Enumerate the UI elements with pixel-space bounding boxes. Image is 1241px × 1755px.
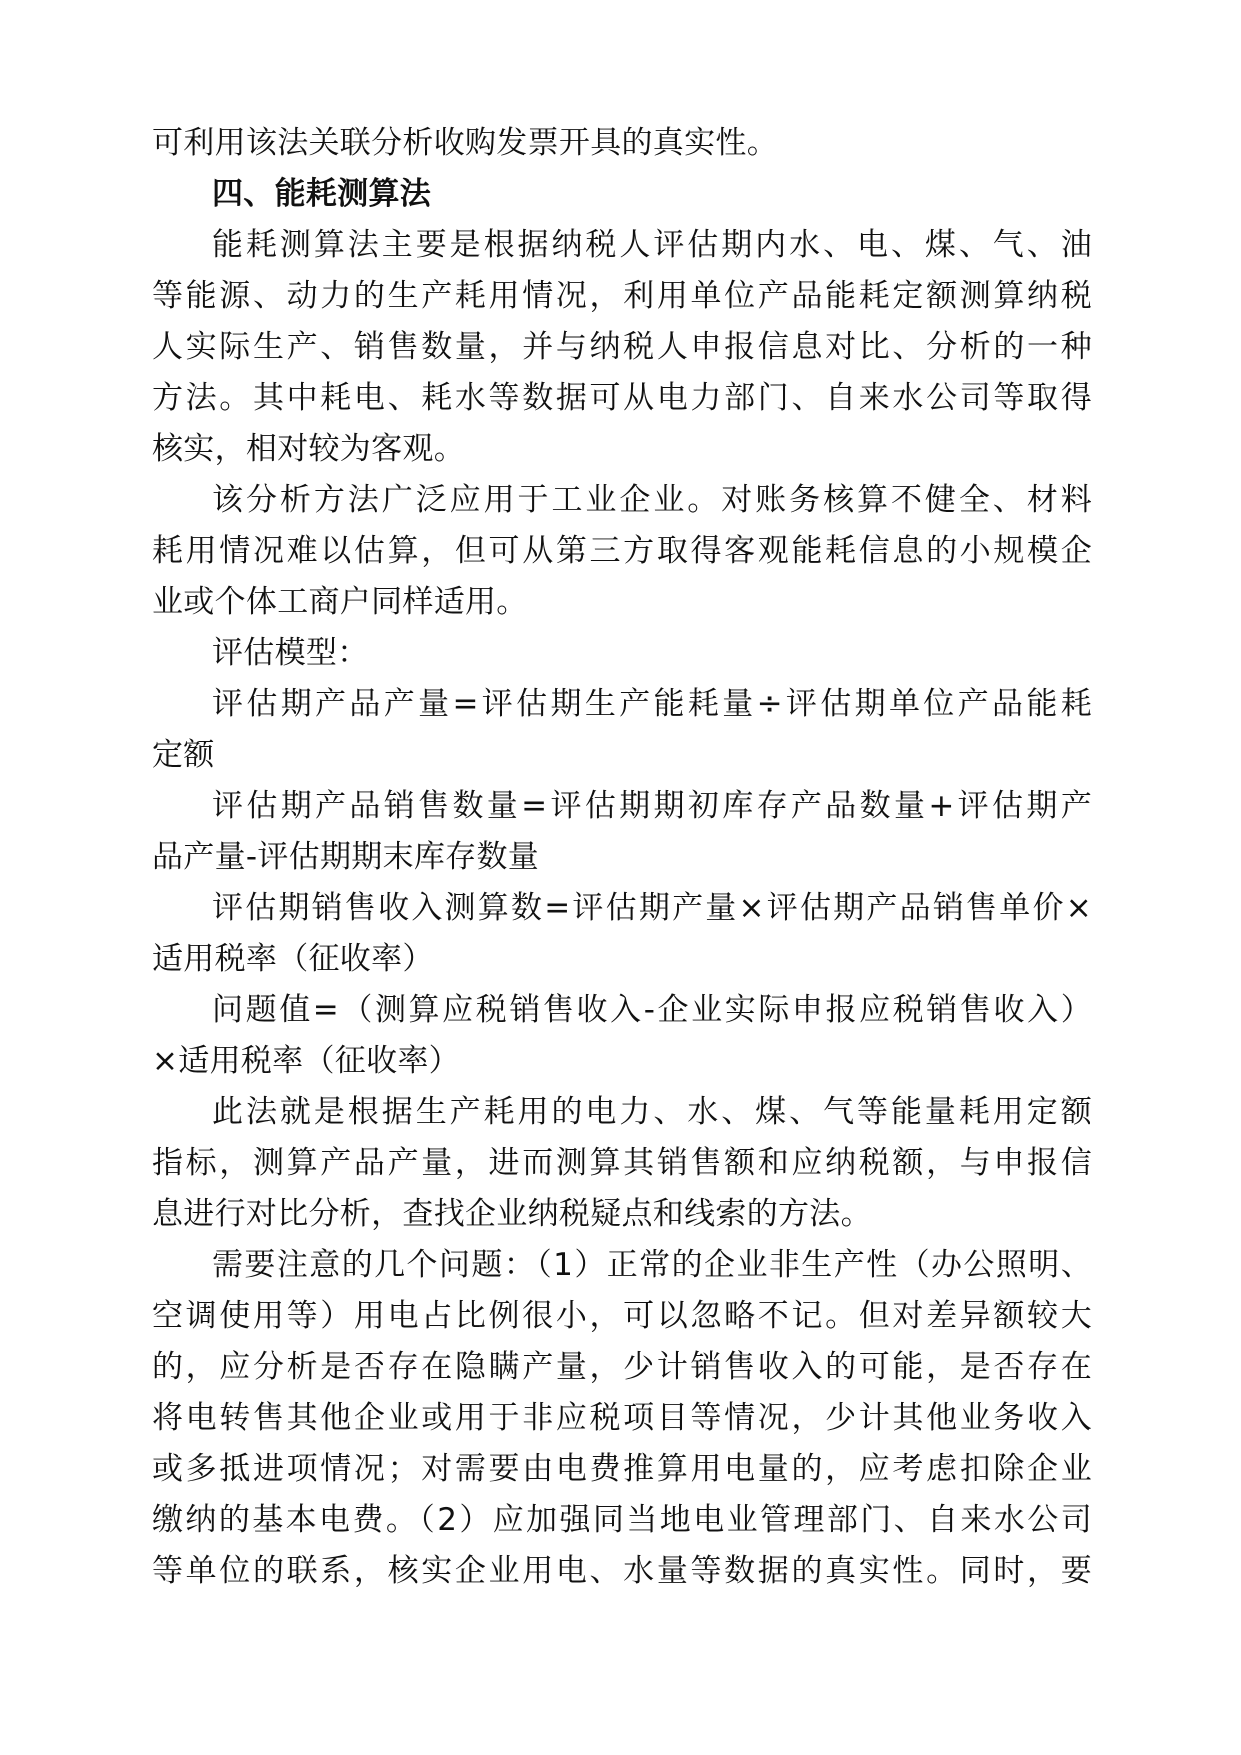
formula-line: 适用税率（征收率）: [152, 941, 434, 977]
text-line: 人实际生产、销售数量，并与纳税人申报信息对比、分析的一种: [152, 329, 1092, 365]
formula-line: 评估期产品销售数量=评估期期初库存产品数量+评估期产: [212, 788, 1092, 824]
text-line: 业或个体工商户同样适用。: [152, 584, 528, 620]
text-line: 此法就是根据生产耗用的电力、水、煤、气等能量耗用定额: [212, 1094, 1092, 1130]
text-line: 方法。其中耗电、耗水等数据可从电力部门、自来水公司等取得: [152, 380, 1092, 416]
text-line: 等能源、动力的生产耗用情况，利用单位产品能耗定额测算纳税: [152, 278, 1092, 314]
formula-line: 定额: [152, 737, 215, 773]
text-line: 指标，测算产品产量，进而测算其销售额和应纳税额，与申报信: [152, 1145, 1092, 1181]
document-page: [152, 118, 1092, 1597]
text-line: 息进行对比分析，查找企业纳税疑点和线索的方法。: [152, 1196, 872, 1232]
text-line: 可利用该法关联分析收购发票开具的真实性。: [152, 125, 778, 161]
formula-line: 品产量-评估期期末库存数量: [152, 839, 540, 875]
text-line: 需要注意的几个问题：（1）正常的企业非生产性（办公照明、: [212, 1247, 1092, 1283]
text-line: 该分析方法广泛应用于工业企业。对账务核算不健全、材料: [212, 482, 1092, 518]
text-line: 评估模型：: [212, 635, 369, 671]
text-line: 将电转售其他企业或用于非应税项目等情况，少计其他业务收入: [152, 1400, 1092, 1436]
text-line: 能耗测算法主要是根据纳税人评估期内水、电、煤、气、油: [212, 227, 1092, 263]
formula-line: 评估期产品产量=评估期生产能耗量÷评估期单位产品能耗: [212, 686, 1092, 722]
text-line: 等单位的联系，核实企业用电、水量等数据的真实性。同时，要: [152, 1553, 1092, 1589]
text-line: 核实，相对较为客观。: [152, 431, 465, 467]
text-line: 空调使用等）用电占比例很小，可以忽略不记。但对差异额较大: [152, 1298, 1092, 1334]
text-line: 缴纳的基本电费。（2）应加强同当地电业管理部门、自来水公司: [152, 1502, 1092, 1538]
section-heading: 四、能耗测算法: [212, 176, 432, 212]
formula-line: 问题值=（测算应税销售收入-企业实际申报应税销售收入）: [212, 992, 1092, 1028]
formula-line: 评估期销售收入测算数=评估期产量×评估期产品销售单价×: [212, 890, 1092, 926]
text-line: 或多抵进项情况；对需要由电费推算用电量的，应考虑扣除企业: [152, 1451, 1092, 1487]
formula-line: ×适用税率（征收率）: [152, 1043, 460, 1079]
text-line: 耗用情况难以估算，但可从第三方取得客观能耗信息的小规模企: [152, 533, 1092, 569]
text-line: 的，应分析是否存在隐瞒产量，少计销售收入的可能，是否存在: [152, 1349, 1092, 1385]
